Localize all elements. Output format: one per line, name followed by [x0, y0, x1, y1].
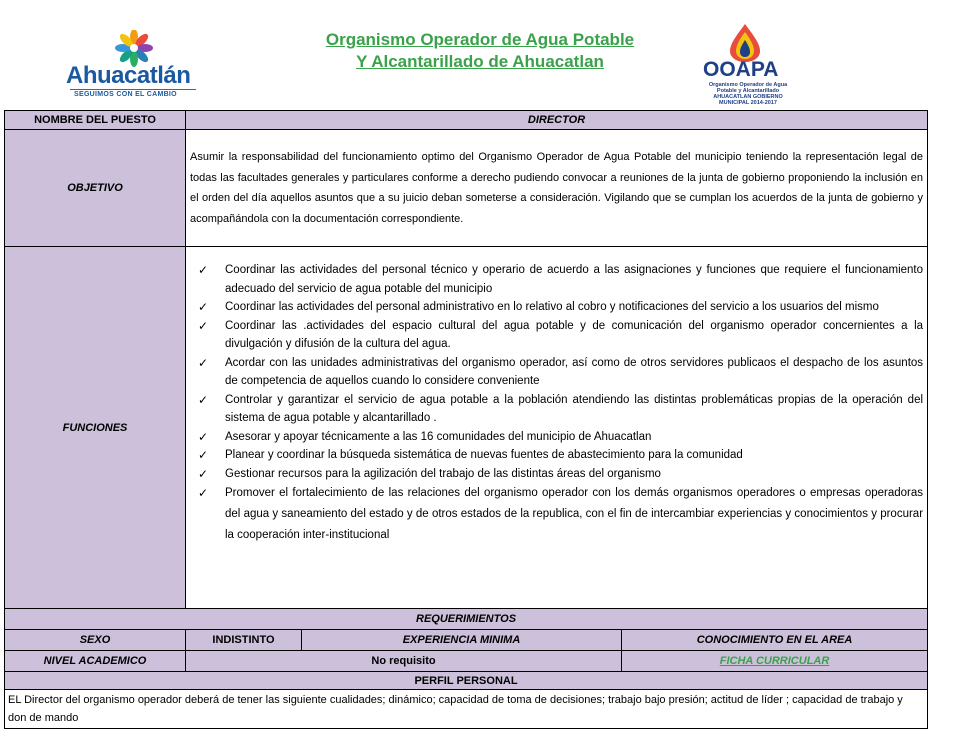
objetivo-row — [5, 130, 928, 247]
title-line-1: Organismo Operador de Agua Potable — [325, 30, 635, 49]
list-item: ✓ Asesorar y apoyar técnicamente a las 16 comunidades del municipio de Ahuacatlan — [192, 428, 923, 447]
list-item: ✓ Coordinar las .actividades del espacio cultural del agua potable y de comunicación del organismo operador concernientes a la divulgación y difusión de la cultura del agua. — [198, 318, 924, 350]
objetivo-text: Asumir la responsabilidad del funcionamiento optimo del Organismo Operador de Agua Potable del municipio teniendo la representación legal de todas las facultades generales y particulares conforme a derecho pudiendo convocar a reuniones de la junta de gobierno proponiendo la inclusión en el orden del día aquellos asuntos que a su juicio deban someterse a consideración. Vigilando que se cumplan los acuerdos de la junta de gobierno y acompañándola con la documentación correspondiente. — [186, 130, 928, 247]
list-item: ✓ Coordinar las actividades del personal administrativo en lo relativo al cobro y notificaciones del servicio a los usuarios del mismo — [192, 298, 923, 317]
title-line-2: Y Alcantarillado de Ahuacatlan — [356, 52, 604, 71]
puesto-value: DIRECTOR — [186, 111, 928, 130]
checkmark-icon: ✓ — [198, 318, 209, 333]
objetivo-label: OBJETIVO — [5, 130, 186, 247]
perfil-text: EL Director del organismo operador deberá de tener las siguiente cualidades; dinámico; capacidad de toma de decisiones; trabajo bajo presión; actitud de líder ; capacidad de trabajo y don de mando — [5, 690, 928, 729]
list-item: ✓ Controlar y garantizar el servicio de agua potable a la población atendiendo las distintas problemáticas propias de la operación del sistema de agua potable y alcantarillado . — [198, 392, 924, 424]
list-item: ✓ Acordar con las unidades administrativas del organismo operador, así como de otros servidores publicaos el despacho de los asuntos de competencia de aquellos cuando lo considere conveniente — [198, 355, 924, 387]
list-item: ✓ Coordinar las actividades del personal técnico y operario de acuerdo a las asignaciones y funciones que requiere el funcionamiento adecuado del servicio de agua potable del municipio — [198, 263, 924, 295]
checkmark-icon: ✓ — [198, 300, 209, 314]
nivel-label: NIVEL ACADEMICO — [5, 651, 186, 672]
ahuacatlan-logo — [62, 30, 207, 100]
conocimiento-label: CONOCIMIENTO EN EL AREA — [622, 630, 928, 651]
nivel-row — [5, 651, 928, 672]
checkmark-icon: ✓ — [198, 429, 209, 444]
sexo-row — [5, 630, 928, 651]
left-logo-text: Ahuacatlán — [66, 62, 191, 89]
perfil-header-row — [5, 672, 928, 690]
perfil-row — [5, 690, 928, 729]
checkmark-icon: ✓ — [198, 392, 209, 407]
left-logo-slogan: SEGUIMOS CON EL CAMBIO — [74, 91, 177, 98]
water-drop-icon — [700, 22, 790, 62]
nivel-value: No requisito — [186, 651, 622, 672]
right-logo-subtitle: Organismo Operador de Agua Potable y Alcantarillado AHUACATLAN GOBIERNO MUNICIPAL 2014-2017 — [708, 82, 788, 106]
funciones-label: FUNCIONES — [5, 247, 186, 609]
checkmark-icon: ✓ — [198, 263, 209, 277]
requerimientos-label: REQUERIMIENTOS — [5, 609, 928, 630]
ooapa-logo — [700, 22, 790, 104]
requerimientos-row — [5, 609, 928, 630]
sexo-value: INDISTINTO — [186, 630, 302, 651]
puesto-label: NOMBRE DEL PUESTO — [5, 111, 186, 130]
list-item: ✓ Planear y coordinar la búsqueda sistemática de nuevas fuentes de abastecimiento para la comunidad — [192, 446, 923, 465]
ficha-curricular-link[interactable]: FICHA CURRICULAR — [719, 655, 830, 667]
funciones-row — [5, 247, 928, 609]
list-item: ✓ Gestionar recursos para la agilización del trabajo de las distintas áreas del organismo — [192, 465, 923, 484]
checkmark-icon: ✓ — [198, 486, 209, 500]
checkmark-icon: ✓ — [198, 466, 209, 481]
sexo-label: SEXO — [5, 630, 186, 651]
logo-divider — [70, 89, 196, 90]
ficha-cell — [622, 651, 928, 672]
funciones-list — [192, 261, 923, 546]
funciones-list-cell — [186, 247, 928, 609]
list-item: ✓ Promover el fortalecimiento de las relaciones del organismo operador con los demás organismos operadores o empresas operadoras del agua y saneamiento del estado y de otros estados de la republica, con el fin de intercambiar experiencias y conocimientos y procurar la cooperación inter-institucional — [192, 483, 923, 546]
job-description-table — [4, 110, 928, 729]
checkmark-icon: ✓ — [198, 448, 209, 462]
perfil-label: PERFIL PERSONAL — [5, 672, 928, 690]
checkmark-icon: ✓ — [198, 355, 209, 370]
right-logo-text: OOAPA — [703, 58, 779, 81]
experiencia-label: EXPERIENCIA MINIMA — [302, 630, 622, 651]
page-title — [270, 29, 690, 73]
puesto-row — [5, 111, 928, 130]
